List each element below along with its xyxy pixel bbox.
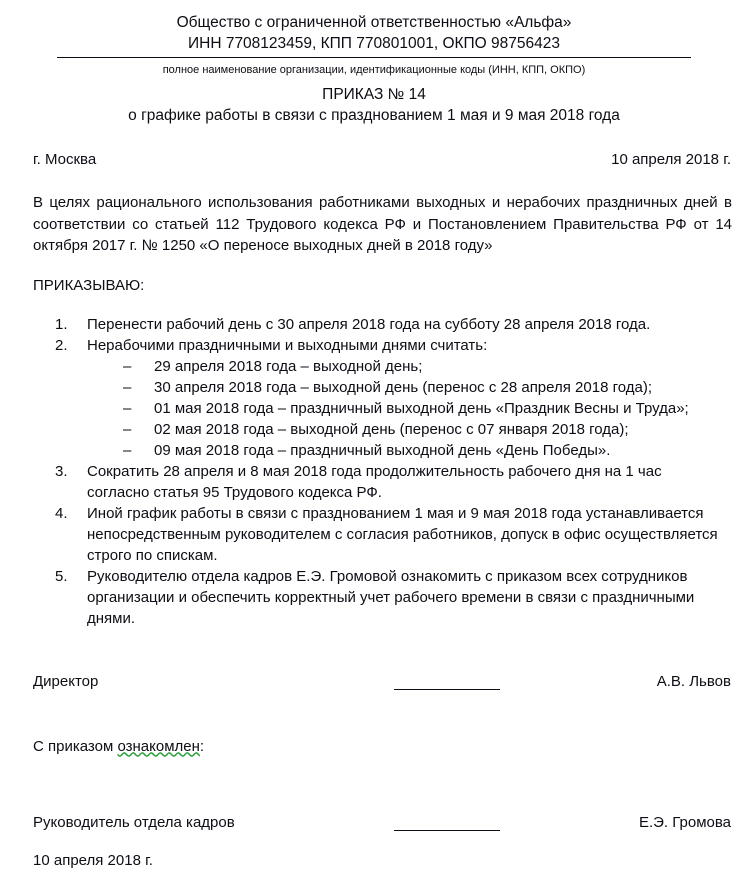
header-divider bbox=[57, 57, 691, 58]
signature-block-director bbox=[33, 671, 731, 692]
order-item-2-sublist bbox=[87, 356, 728, 461]
document-city: г. Москва bbox=[33, 151, 97, 168]
order-item-3 bbox=[55, 461, 728, 503]
signature-line bbox=[394, 830, 500, 831]
order-items-list bbox=[0, 314, 728, 629]
order-item-text: Руководителю отдела кадров Е.Э. Громовой ознакомить с приказом всех сотрудников организации и обеспечить корректный учет рабочего времени в связи с праздничными днями. bbox=[87, 567, 695, 627]
signatory-role: Руководитель отдела кадров bbox=[33, 813, 235, 831]
document-title-block bbox=[0, 84, 748, 126]
closing-date: 10 апреля 2018 г. bbox=[33, 851, 153, 869]
sublist-item: – 30 апреля 2018 года – выходной день (перенос с 28 апреля 2018 года); bbox=[123, 377, 728, 398]
document-date: 10 апреля 2018 г. bbox=[611, 151, 731, 168]
signature-block-hr-head bbox=[33, 812, 731, 833]
preamble-paragraph: В целях рационального использования работниками выходных и нерабочих праздничных дней в соответствии со статьей 112 Трудового кодекса РФ и Постановлением Правительства РФ от 14 октября 2017 г. № 1250 «О переносе выходных дней в 2018 году» bbox=[33, 194, 732, 254]
order-item-text: Иной график работы в связи с празднованием 1 мая и 9 мая 2018 года устанавливается непосредственным руководителем с согласия работников, допуск в офис осуществляется строго по спискам. bbox=[87, 504, 718, 564]
order-item-4 bbox=[55, 503, 728, 566]
order-item-text: Нерабочими праздничными и выходными днями считать: bbox=[87, 336, 488, 354]
signatory-name: Е.Э. Громова bbox=[638, 813, 731, 831]
organization-codes: ИНН 7708123459, КПП 770801001, ОКПО 98756423 bbox=[187, 35, 560, 52]
signatory-role: Директор bbox=[33, 672, 99, 690]
sublist-item: – 01 мая 2018 года – праздничный выходной день «Праздник Весны и Труда»; bbox=[123, 398, 728, 419]
document-subject: о графике работы в связи с празднованием 1 мая и 9 мая 2018 года bbox=[128, 107, 620, 124]
order-item-1 bbox=[55, 314, 728, 335]
sublist-item: – 29 апреля 2018 года – выходной день; bbox=[123, 356, 728, 377]
acknowledgement-label bbox=[33, 736, 748, 757]
order-item-text: Сократить 28 апреля и 8 мая 2018 года продолжительность рабочего дня на 1 час согласно статья 95 Трудового кодекса РФ. bbox=[87, 462, 662, 501]
misspelled-word: ознакомлен bbox=[117, 737, 200, 755]
organization-name: Общество с ограниченной ответственностью «Альфа» bbox=[176, 14, 572, 31]
organization-header bbox=[0, 0, 748, 54]
signatory-name: А.В. Львов bbox=[656, 672, 731, 690]
sublist-item: – 02 мая 2018 года – выходной день (перенос с 07 января 2018 года); bbox=[123, 419, 728, 440]
order-item-text: Перенести рабочий день с 30 апреля 2018 года на субботу 28 апреля 2018 года. bbox=[87, 315, 651, 333]
acknowledgement-prefix: С приказом bbox=[33, 737, 118, 755]
document-meta-row bbox=[33, 150, 731, 170]
order-item-5 bbox=[55, 566, 728, 629]
order-item-2 bbox=[55, 335, 728, 461]
order-keyword: ПРИКАЗЫВАЮ: bbox=[33, 276, 145, 294]
sublist-item: – 09 мая 2018 года – праздничный выходной день «День Победы». bbox=[123, 440, 728, 461]
acknowledgement-suffix: : bbox=[199, 737, 205, 755]
page-title: ПРИКАЗ № 14 bbox=[322, 86, 426, 103]
header-caption: полное наименование организации, идентификационные коды (ИНН, КПП, ОКПО) bbox=[162, 64, 586, 76]
signature-line bbox=[394, 689, 500, 690]
